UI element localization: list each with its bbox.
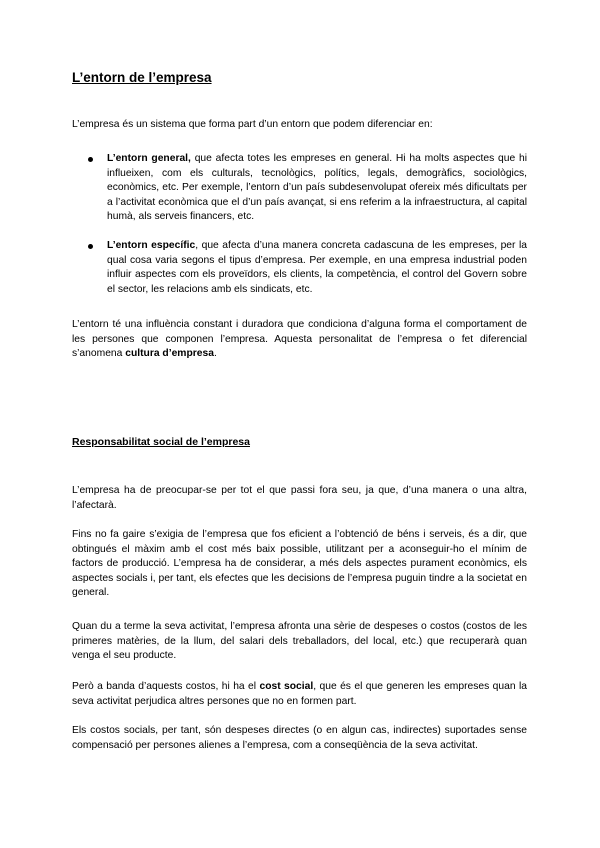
section2-paragraph-5: Els costos socials, per tant, són despeses directes (o en algun cas, indirectes) suportades sense compensació per persones alienes a l’empresa, com a conseqüència de la seva activitat. <box>72 725 527 751</box>
closing-text: L’entorn té una influència constant i duradora que condiciona d’alguna forma el comportament de les persones que componen l’empresa. Aquesta personalitat de l’empresa o fet diferencial s’anomena <box>72 319 527 360</box>
p4-text: Però a banda d’aquests costos, hi ha el <box>72 681 260 692</box>
closing-end: . <box>213 348 217 360</box>
section1-intro: L’empresa és un sistema que forma part d’un entorn que podem diferenciar en: <box>72 119 433 130</box>
bullet-icon <box>88 244 93 249</box>
bullet-term: L’entorn general, <box>107 153 191 164</box>
bullet-text: , que afecta d’una manera concreta cadascuna de les empreses, per la qual cosa varia segons el tipus d’empresa. Per exemple, en una empresa industrial poden influir aspectes com els proveïdors, els clients, la competència, el control del Govern sobre el sector, les relacions amb els sindicats, etc. <box>107 239 527 295</box>
list-item <box>72 152 527 225</box>
closing-bold: cultura d’empresa <box>125 348 214 360</box>
bullet-icon <box>88 157 93 162</box>
p4-end: , que és el que generen les empreses quan la seva activitat perjudica altres persones que no en formen part. <box>72 681 527 707</box>
p4-bold: cost social <box>259 681 314 692</box>
section1-closing <box>72 318 527 362</box>
entorn-list <box>72 152 527 297</box>
bullet-text: que afecta totes les empreses en general. Hi ha molts aspectes que hi influeixen, com els culturals, tecnològics, polítics, legals, demogràfics, sociològics, econòmics, etc. Per exemple, l’entorn d’un país subdesenvolupat ofereix més dificultats per a l’activitat econòmica que el d’un país avançat, si ens referim a la infraestructura, al capital humà, als serveis financers, etc. <box>107 153 528 223</box>
section2-title: Responsabilitat social de l’empresa <box>72 436 250 448</box>
section2-paragraph-3: Quan du a terme la seva activitat, l’empresa afronta una sèrie de despeses o costos (costos de les primeres matèries, de la llum, del salari dels treballadors, del local, etc.) que recuperarà quan venga el seu producte. <box>72 621 527 662</box>
bullet-term: L’entorn específic <box>107 239 196 251</box>
list-item <box>72 239 527 297</box>
section2-paragraph-2: Fins no fa gaire s’exigia de l’empresa que fos eficient a l’obtenció de béns i serveis, és a dir, que obtingués el màxim amb el cost més baix possible, utilitzant per a aconseguir-ho el mínim de factors de producció. L’empresa ha de considerar, a més dels aspectes purament econòmics, els aspectes socials i, per tant, els efectes que les decisions de l’empresa puguin tindre a la societat en general. <box>72 529 527 599</box>
section2-paragraph-1: L’empresa ha de preocupar-se per tot el que passi fora seu, ja que, d’una manera o una altra, l’afectarà. <box>72 485 527 511</box>
section1-title: L’entorn de l’empresa <box>72 70 212 85</box>
section2-paragraph-4 <box>72 680 527 709</box>
